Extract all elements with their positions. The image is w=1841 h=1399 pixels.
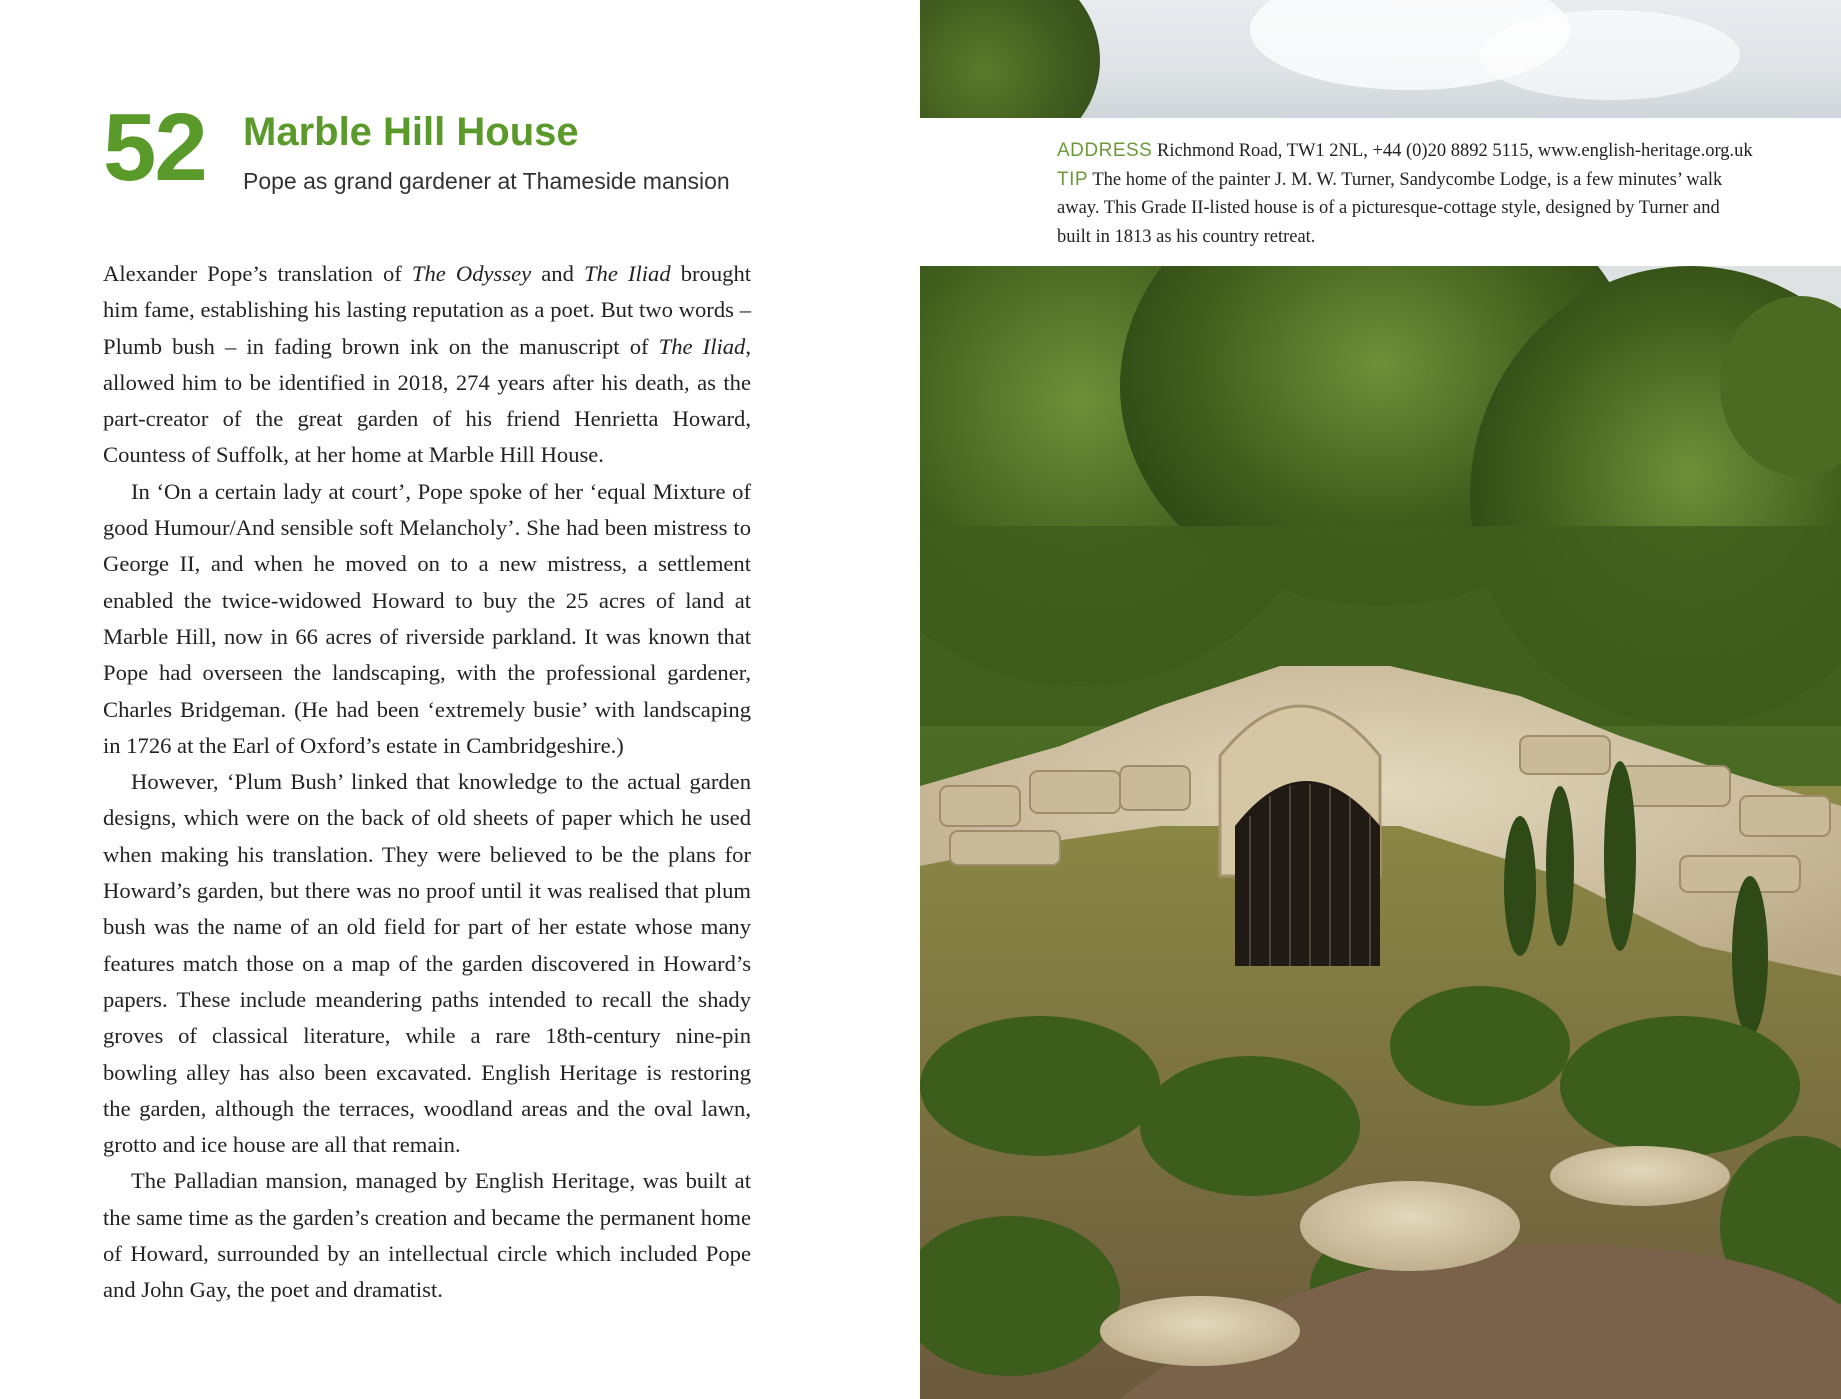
tip-line-2: away. This Grade II-listed house is of a picturesque-cottage style, designed by Turner and <box>1057 198 1720 218</box>
tip-line-3: built in 1813 as his country retreat. <box>1057 227 1316 247</box>
entry-subtitle: Pope as grand gardener at Thameside mansion <box>243 168 730 194</box>
p1-and: and <box>531 261 584 286</box>
odyssey-title: The Odyssey <box>411 261 532 286</box>
paragraph-1 <box>103 256 751 474</box>
p1-text-mid: brought him fame, establishing his lasting reputation as a poet. But two words – Plumb bush – in fading brown ink on the manuscript of <box>103 261 752 359</box>
entry-number: 52 <box>103 94 206 201</box>
address-text: Richmond Road, TW1 2NL, +44 (0)20 8892 5115, www.english-heritage.org.uk <box>1156 141 1753 161</box>
tip-line-1 <box>1057 165 1817 195</box>
iliad-title-2: The Iliad <box>658 333 746 359</box>
paragraph-4: The Palladian mansion, managed by English Heritage, was built at the same time as the garden’s creation and became the permanent home of Howard, surrounded by an intellectual circle which included Pope and John Gay, the poet and dramatist. <box>103 1168 751 1303</box>
address-label: ADDRESS <box>1057 140 1153 161</box>
paragraph-2: In ‘On a certain lady at court’, Pope spoke of her ‘equal Mixture of good Humour/And sensible soft Melancholy’. She had been mistress to George II, and when he moved on to a new mistress, a settlement enabled the twice-widowed Howard to buy the 25 acres of land at Marble Hill, now in 66 acres of riverside parkland. It was known that Pope had overseen the landscaping, with the professional gardener, Charles Bridgeman. (He had been ‘extremely busie’ with landscaping in 1726 at the Earl of Oxford’s estate in Cambridgeshire.) <box>103 478 751 758</box>
tip-label: TIP <box>1057 169 1089 190</box>
paragraph-3: However, ‘Plum Bush’ linked that knowledge to the actual garden designs, which were on the back of old sheets of paper which he used when making his translation. They were believed to be the plans for Howard’s garden, but there was no proof until it was realised that plum bush was the name of an old field for part of her estate whose many features match those on a map of the garden discovered in Howard’s papers. These include meandering paths intended to recall the shady groves of classical literature, while a rare 18th-century nine-pin bowling alley has also been excavated. English Heritage is restoring the garden, although the terraces, woodland areas and the oval lawn, grotto and ice house are all that remain. <box>103 769 751 1158</box>
garden-grotto-photo <box>920 266 1841 1399</box>
right-page <box>920 0 1841 1399</box>
left-page <box>0 0 920 1399</box>
tip-text-1: The home of the painter J. M. W. Turner, Sandycombe Lodge, is a few minutes’ walk <box>1092 170 1723 190</box>
grotto-illustration <box>920 266 1841 1399</box>
sky-photo-strip <box>920 0 1841 118</box>
entry-title: Marble Hill House <box>243 110 579 154</box>
cloud <box>1480 10 1740 100</box>
tree-canopy <box>920 0 1100 118</box>
p1-text-end: , allowed him to be identified in 2018, 274 years after his death, as the part-creator of the great garden of his friend Henrietta Howard, Countess of Suffolk, at her home at Marble Hill House. <box>103 333 751 468</box>
address-line <box>1057 136 1817 166</box>
p1-text-start: Alexander Pope’s translation of <box>103 261 412 286</box>
iliad-title: The Iliad <box>583 261 671 286</box>
article-body <box>103 256 751 1309</box>
info-box <box>920 118 1841 264</box>
